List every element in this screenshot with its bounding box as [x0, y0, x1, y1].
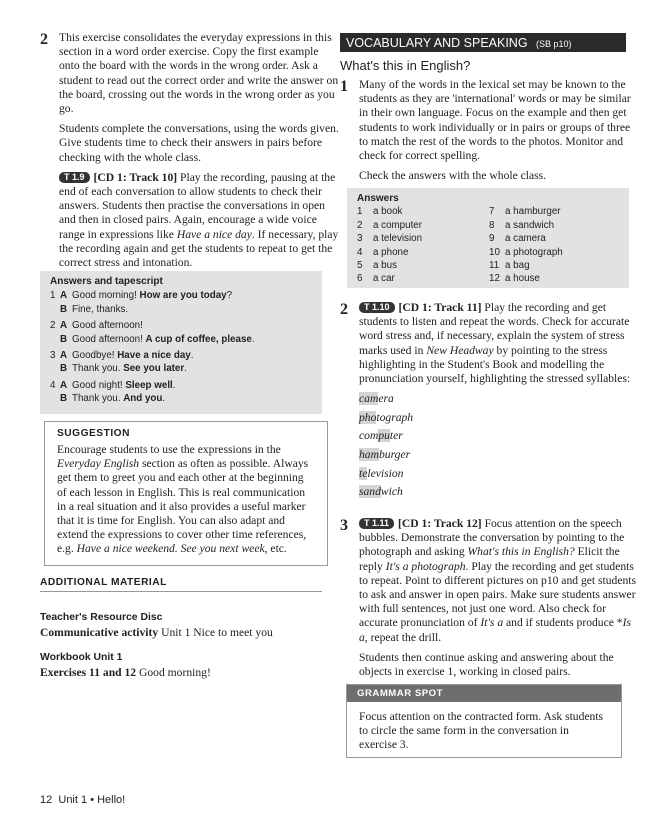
- stress-word: camera: [359, 392, 394, 406]
- footer-bullet: •: [90, 794, 95, 806]
- stressed-syllable: sand: [359, 485, 381, 499]
- stress-word: sandwich: [359, 485, 403, 499]
- answer-item: 12 a house: [489, 273, 540, 285]
- section-title: VOCABULARY AND SPEAKING: [346, 36, 528, 50]
- exercise-1: 1 Many of the words in the lexical set may be known to the students as they are 'international' words or may be similar in their own language. Focus on the example and then get students to work individually or in pairs or groups of three to match the rest of the words to the photos. Monitor and check for correct spelling. Check the answers with the whole class.: [340, 78, 641, 183]
- exercise-1-paragraph-2: Check the answers with the whole class.: [359, 169, 547, 183]
- answers-column-2: [489, 205, 619, 285]
- stressed-syllable: pho: [359, 410, 377, 424]
- answers-title: Answers and tapescript: [50, 276, 163, 287]
- trd-line: Communicative activity Unit 1 Nice to meet you: [40, 626, 273, 639]
- section-header: [340, 33, 626, 52]
- exercise-2-text: T 1.10 [CD 1: Track 11] Play the recording and get students to listen and repeat the words. Check for accurate word stress and, if necessary, explain the system of stress marks used in New Headway by pointing to the stress highlighting in the Student's Book and modelling the pronunciation yourself, highlighting the stressed syllables:: [359, 301, 631, 386]
- answer-item: 3 a television: [357, 233, 423, 245]
- exercise-3-paragraph-2: Students then continue asking and answering about the objects in exercise 1, working in closed pairs.: [359, 650, 614, 679]
- stressed-syllable: ham: [359, 448, 379, 461]
- dialogue-item: [50, 289, 312, 316]
- answer-item: 4 a phone: [357, 246, 409, 258]
- subtitle: What's this in English?: [340, 58, 471, 73]
- answers-tapescript-box: [40, 271, 322, 414]
- exercise-3-paragraph-1: T 1.11 [CD 1: Track 12] Focus attention on the speech bubbles. Demonstrate the conversation by pointing to the photograph and asking What's this in English? Elicit the reply It's a photograph. Play the recording and get students to repeat. Point to different pictures on p10 and get students to ask and answer in open pairs. Make sure students answer with full sentences, not just one word. Also check for accurate pronunciation of It's a and if students produce *Is a, repeat the drill.: [359, 517, 637, 644]
- answer-item: 9 a camera: [489, 233, 546, 245]
- exercise-3: 3 T 1.11 [CD 1: Track 12] Focus attention on the speech bubbles. Demonstrate the conversation by pointing to the photograph and asking What's this in English? Elicit the reply It's a photograph. Play the recording and get students to repeat. Point to different pictures on p10 and get students to ask and answer in open pairs. Make sure students answer with full sentences, not just one word. Also check for accurate pronunciation of It's a and if students produce *Is a, repeat the drill. Students then continue asking and answering about the objects in exercise 1, working in closed pairs.: [340, 517, 641, 679]
- grammar-spot-text: Focus attention on the contracted form. Ask students to circle the same form in the conversation in exercise 3.: [359, 710, 604, 752]
- track-badge: T 1.9: [59, 172, 90, 183]
- exercise-1-paragraph-1: Many of the words in the lexical set may be known to the students as they are 'international' words or may be similar in their own language. Focus on the example and then get students to work individually or in pairs or groups of three to match the rest of the words to the photos. Monitor and check for correct spelling.: [359, 78, 631, 163]
- dialogue-item: [50, 379, 312, 406]
- stress-word: hamburger: [359, 448, 411, 461]
- answer-item: 2 a computer: [357, 219, 423, 231]
- unit-label: Unit 1: [58, 794, 88, 806]
- answer-item: 8 a sandwich: [489, 219, 555, 231]
- answer-item: 5 a bus: [357, 260, 397, 272]
- stressed-syllable: te: [359, 466, 368, 480]
- exercise-2-left: [40, 31, 341, 270]
- dialogue-line-b: B Fine, thanks.: [60, 303, 129, 315]
- dialogue-line-b: B Thank you. And you.: [60, 393, 166, 405]
- workbook-title: Workbook Unit 1: [40, 652, 123, 664]
- suggestion-box: [44, 421, 328, 566]
- dialogue-line-a: 4 A Good night! Sleep well.: [50, 379, 176, 391]
- workbook-line: Exercises 11 and 12 Good morning!: [40, 666, 211, 680]
- trd-title: Teacher's Resource Disc: [40, 612, 163, 623]
- additional-title: ADDITIONAL MATERIAL: [40, 577, 322, 592]
- exercise-2-right: 2 T 1.10 [CD 1: Track 11] Play the recording and get students to listen and repeat the words. Check for accurate word stress and, if necessary, explain the system of stress marks used in New Headway by pointing to the stress highlighting in the Student's Book and modelling the pronunciation yourself, highlighting the stressed syllables: camera photograph computer hamburger television sandwich: [340, 301, 641, 502]
- exercise-number: 2: [40, 31, 48, 48]
- exercise-2-paragraph-1: This exercise consolidates the everyday expressions in this section in a word order exercise. Copy the first example onto the board with the words in the wrong order. Ask a student to read out the correct order and write the answer on the board, crossing out the words in the wrong order as you go.: [59, 31, 339, 116]
- track-badge: T 1.10: [359, 302, 395, 313]
- answers-box: [347, 188, 629, 288]
- cd-track: [CD 1: Track 10]: [93, 170, 178, 184]
- grammar-spot-title: GRAMMAR SPOT: [347, 685, 621, 702]
- exercise-2-paragraph-2: Students complete the conversations, using the words given. Give students time to check their answers in pairs before checking with the whole class.: [59, 122, 339, 164]
- dialogue-line-a: 2 A Good afternoon!: [50, 320, 143, 332]
- additional-material: [40, 577, 322, 680]
- dialogue-line-a: 1 A Good morning! How are you today?: [50, 290, 233, 302]
- page-footer: [40, 794, 125, 806]
- dialogue-line-a: 3 A Goodbye! Have a nice day.: [50, 350, 194, 362]
- dialogue-list: [50, 289, 312, 405]
- answer-item: 11 a bag: [489, 260, 530, 272]
- section-ref: (SB p10): [536, 39, 572, 49]
- stressed-syllable: pu: [378, 429, 390, 443]
- answers-title: Answers: [357, 193, 399, 204]
- answer-item: 1 a book: [357, 206, 403, 218]
- answers-column-1: [357, 205, 477, 285]
- exercise-2-paragraph-3: T 1.9 [CD 1: Track 10] Play the recording, pausing at the end of each conversation to allow students to check their answers. Students then practise the conversations in open and then in closed pairs. Again, encourage a wide voice range in expressions like Have a nice day. If necessary, play the recording again and get the students to repeat to get the correct stress and intonation.: [59, 170, 339, 270]
- stress-word: television: [359, 466, 404, 480]
- answer-item: 10 a photograph: [489, 246, 563, 258]
- suggestion-text: Encourage students to use the expressions in the Everyday English section as often as possible. Always get them to greet you and each other at the beginning of each lesson in English. This is real communication in a real situation and it also provides a useful marker that it is time for English. You can also adapt and extend the expressions to cover other time references, e.g. Have a nice weekend. See you next week, etc.: [57, 443, 309, 556]
- answer-item: 7 a hamburger: [489, 206, 561, 218]
- stress-word-list: [359, 390, 641, 502]
- dialogue-line-b: B Thank you. See you later.: [60, 363, 187, 375]
- grammar-spot-box: [346, 684, 622, 758]
- dialogue-item: [50, 349, 312, 376]
- unit-title: Hello!: [97, 794, 126, 806]
- dialogue-line-b: B Good afternoon! A cup of coffee, please.: [60, 333, 255, 345]
- stress-word: computer: [359, 429, 403, 443]
- stress-word: photograph: [359, 410, 414, 424]
- suggestion-title: SUGGESTION: [57, 428, 130, 439]
- dialogue-item: [50, 319, 312, 346]
- track-badge: T 1.11: [359, 518, 394, 529]
- stressed-syllable: cam: [359, 392, 379, 406]
- page-number: 12: [40, 794, 53, 806]
- answer-item: 6 a car: [357, 273, 395, 285]
